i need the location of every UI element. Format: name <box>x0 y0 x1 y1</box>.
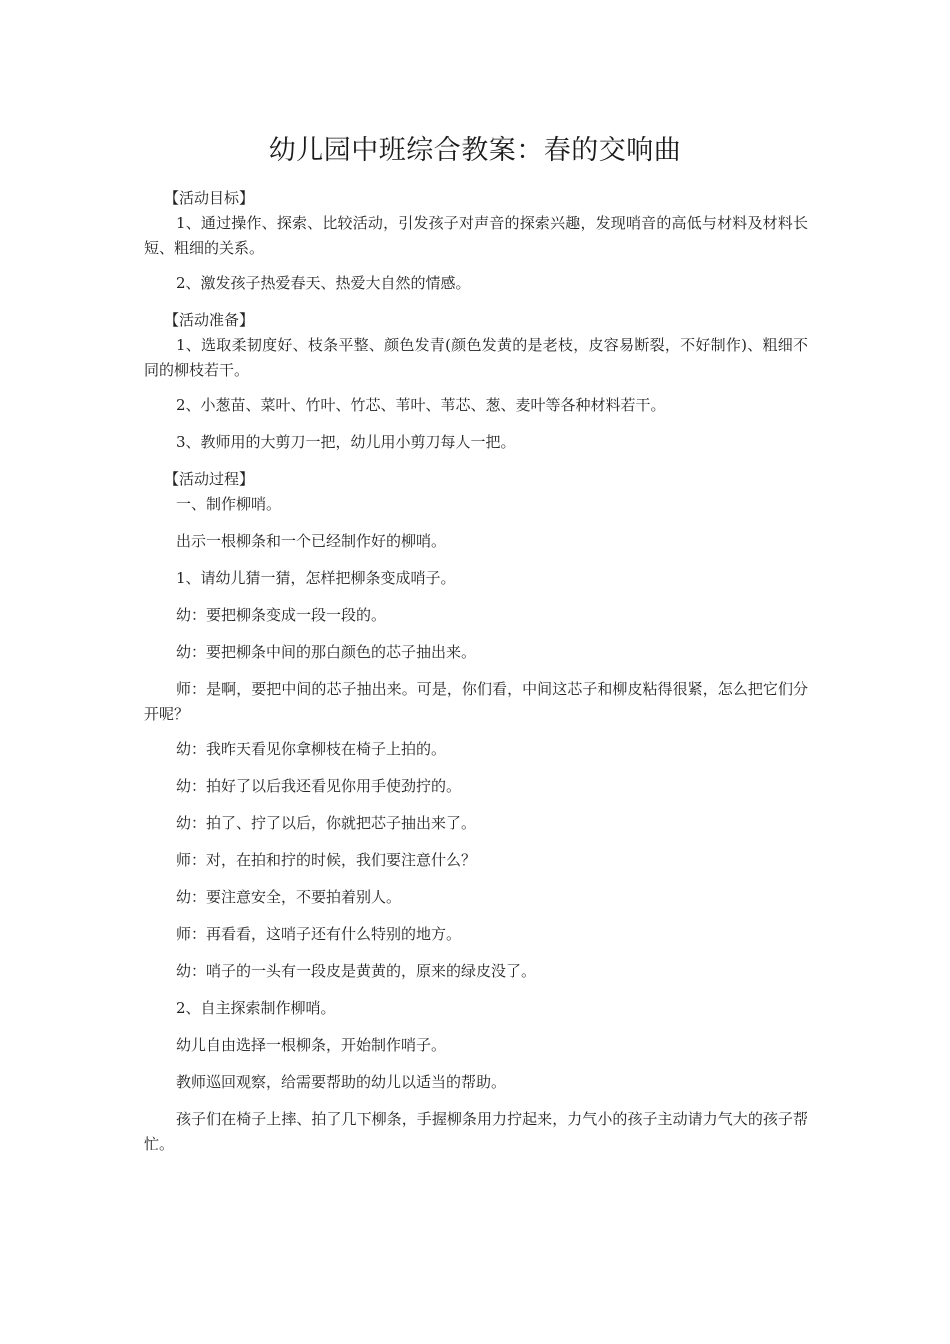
paragraph: 一、制作柳哨。 <box>176 495 282 513</box>
paragraph: 1、选取柔韧度好、枝条平整、颜色发青(颜色发黄的是老枝，皮容易断裂，不好制作)、粗细不同的柳枝若干。 <box>144 336 808 379</box>
paragraph: 2、小葱苗、菜叶、竹叶、竹芯、苇叶、苇芯、葱、麦叶等各种材料若干。 <box>176 396 666 414</box>
paragraph: 幼：我昨天看见你拿柳枝在椅子上拍的。 <box>176 740 447 758</box>
paragraph: 教师巡回观察，给需要帮助的幼儿以适当的帮助。 <box>176 1073 507 1091</box>
document-body <box>144 186 808 1167</box>
paragraph: 1、通过操作、探索、比较活动，引发孩子对声音的探索兴趣，发现哨音的高低与材料及材料长短、粗细的关系。 <box>144 214 808 257</box>
paragraph: 幼：要把柳条变成一段一段的。 <box>176 606 387 624</box>
paragraph: 幼：哨子的一头有一段皮是黄黄的，原来的绿皮没了。 <box>176 962 537 980</box>
paragraph: 出示一根柳条和一个已经制作好的柳哨。 <box>176 532 447 550</box>
paragraph: 师：对，在拍和拧的时候，我们要注意什么？ <box>176 851 477 869</box>
section-heading-process: 【活动过程】 <box>164 470 255 488</box>
paragraph: 幼：拍好了以后我还看见你用手使劲拧的。 <box>176 777 462 795</box>
paragraph: 师：再看看，这哨子还有什么特别的地方。 <box>176 925 462 943</box>
paragraph: 幼：拍了、拧了以后，你就把芯子抽出来了。 <box>176 814 477 832</box>
paragraph: 2、自主探索制作柳哨。 <box>176 999 336 1017</box>
paragraph: 3、教师用的大剪刀一把，幼儿用小剪刀每人一把。 <box>176 433 516 451</box>
paragraph: 幼：要注意安全，不要拍着别人。 <box>176 888 402 906</box>
paragraph: 幼：要把柳条中间的那白颜色的芯子抽出来。 <box>176 643 477 661</box>
section-heading-goals: 【活动目标】 <box>164 189 255 207</box>
paragraph: 2、激发孩子热爱春天、热爱大自然的情感。 <box>176 274 471 292</box>
document-title: 幼儿园中班综合教案：春的交响曲 <box>268 135 682 166</box>
paragraph: 孩子们在椅子上摔、拍了几下柳条，手握柳条用力拧起来，力气小的孩子主动请力气大的孩子帮忙。 <box>144 1110 808 1153</box>
paragraph: 师：是啊，要把中间的芯子抽出来。可是，你们看，中间这芯子和柳皮粘得很紧，怎么把它们分开呢？ <box>144 680 808 723</box>
paragraph: 幼儿自由选择一根柳条，开始制作哨子。 <box>176 1036 447 1054</box>
paragraph: 1、请幼儿猜一猜，怎样把柳条变成哨子。 <box>176 569 456 587</box>
section-heading-preparation: 【活动准备】 <box>164 311 255 329</box>
